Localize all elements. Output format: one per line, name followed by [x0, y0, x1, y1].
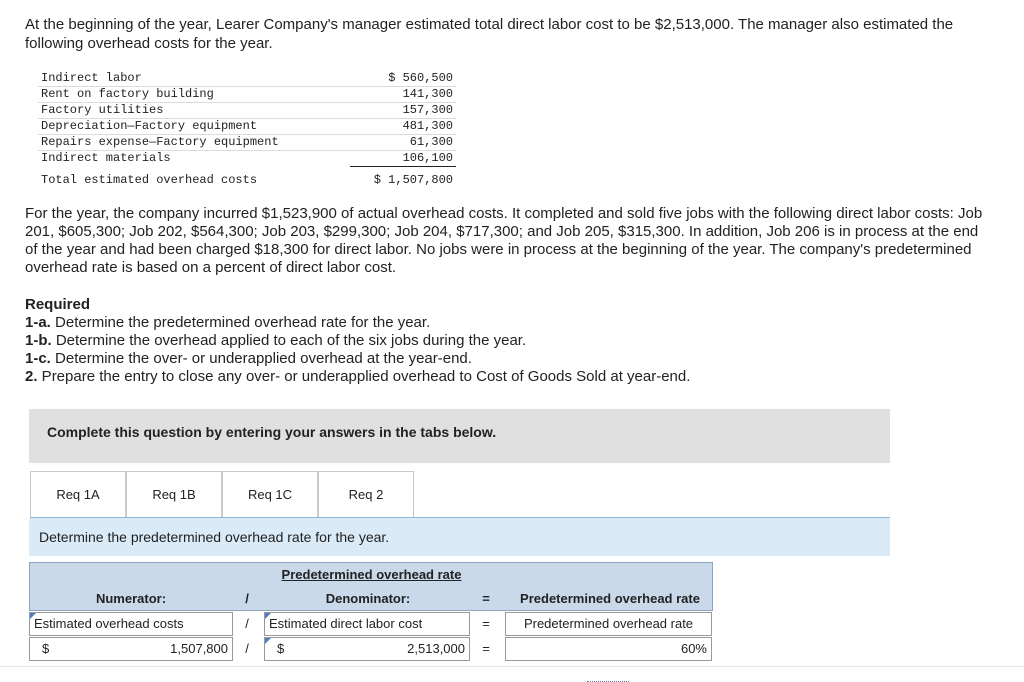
denominator-label-cell: Estimated direct labor cost [264, 612, 470, 636]
equals-header: = [482, 591, 490, 606]
result-header: Predetermined overhead rate [520, 591, 700, 606]
instruction-text: Determine the predetermined overhead rate for the year. [39, 529, 390, 545]
tab-req-1a[interactable]: Req 1A [30, 471, 126, 519]
required-item-1b: 1-b. Determine the overhead applied to each of the six jobs during the year. [25, 332, 527, 349]
tab-req-2[interactable]: Req 2 [318, 471, 414, 518]
footer-divider [0, 666, 1024, 667]
overhead-row-repairs: Repairs expense—Factory equipment 61,300 [38, 135, 456, 151]
result-value-cell[interactable] [505, 637, 712, 661]
numerator-currency: $ [42, 641, 50, 656]
overhead-row-depreciation: Depreciation—Factory equipment 481,300 [38, 119, 456, 135]
numerator-header: Numerator: [95, 591, 167, 606]
equals-symbol-2: = [482, 641, 490, 656]
rate-table-header-row [29, 586, 713, 611]
required-section [25, 296, 690, 386]
equals-symbol-1: = [482, 616, 490, 631]
rate-value-row [29, 637, 713, 661]
denominator-currency: $ [277, 641, 285, 656]
rate-label-row [29, 612, 713, 636]
denominator-value: 2,513,000 [407, 641, 465, 656]
required-heading: Required [25, 296, 91, 313]
intro-text: At the beginning of the year, Learer Company's manager estimated total direct labor cost to be $2,513,000. The manager also estimated the following overhead costs for the year. [25, 16, 954, 52]
required-item-1c: 1-c. Determine the over- or underapplied overhead at the year-end. [25, 350, 472, 367]
result-label-cell: Predetermined overhead rate [505, 612, 712, 636]
divide-symbol-1: / [245, 616, 249, 631]
numerator-label-marker [30, 613, 36, 619]
result-value: 60% [680, 641, 707, 656]
overhead-row-utilities: Factory utilities 157,300 [38, 103, 456, 119]
numerator-value: 1,507,800 [170, 641, 228, 656]
overhead-row-indirect-labor: Indirect labor $ 560,500 [38, 71, 456, 87]
required-item-1a: 1-a. Determine the predetermined overhead rate for the year. [25, 314, 431, 331]
required-item-2: 2. Prepare the entry to close any over- or underapplied overhead to Cost of Goods Sold at year-end. [25, 368, 691, 385]
overhead-total-row: Total estimated overhead costs $ 1,507,800 [41, 172, 453, 187]
tab-req-1b[interactable]: Req 1B [126, 471, 222, 518]
tab-req-1c[interactable]: Req 1C [222, 471, 318, 518]
numerator-value-cell[interactable] [29, 637, 233, 661]
rate-table-title: Predetermined overhead rate [281, 567, 462, 582]
divide-symbol-2: / [245, 641, 249, 656]
complete-question-banner [29, 409, 890, 463]
rate-table-title-row [29, 562, 713, 587]
complete-question-text: Complete this question by entering your answers in the tabs below. [47, 424, 497, 440]
rate-table [29, 562, 713, 660]
overhead-row-indirect-materials: Indirect materials 106,100 [38, 151, 456, 167]
problem-paragraph: For the year, the company incurred $1,523,900 of actual overhead costs. It completed and sold five jobs with the following direct labor costs: Job 201, $605,300; Job 202, $564,300; Job 203, $299,300; Job 204, $717,300; and Job 205, $315,300. In addition, Job 206 is in process at the end of the year and had been charged $18,300 for direct labor. No jobs were in process at the beginning of the year. The company's predetermined overhead rate is based on a percent of direct labor cost. [25, 205, 983, 276]
overhead-costs-table [38, 71, 456, 188]
denominator-value-marker [265, 638, 271, 644]
divide-header: / [245, 591, 249, 606]
instruction-banner [29, 518, 890, 556]
denominator-label-marker [265, 613, 271, 619]
denominator-header: Denominator: [325, 591, 411, 606]
overhead-row-rent: Rent on factory building 141,300 [38, 87, 456, 103]
denominator-value-cell[interactable] [264, 637, 470, 661]
numerator-label-cell: Estimated overhead costs [29, 612, 233, 636]
